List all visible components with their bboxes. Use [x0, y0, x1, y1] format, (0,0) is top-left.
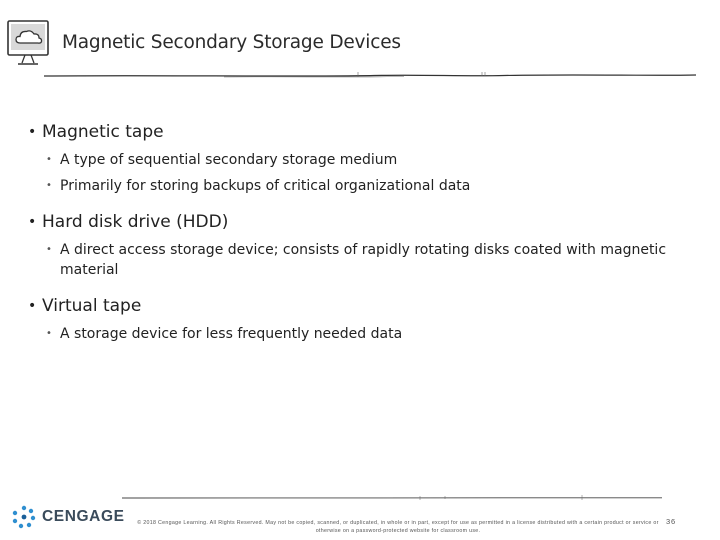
- page-number: 36: [666, 517, 676, 526]
- bullet-text: A direct access storage device; consists of rapidly rotating disks coated with magnetic material: [60, 242, 667, 278]
- bullet-text: Primarily for storing backups of critical organizational data: [60, 178, 471, 194]
- bullet-level1: [28, 294, 698, 318]
- bullet-dot-icon: •: [28, 298, 37, 314]
- bullet-level2: [46, 324, 698, 344]
- bullet-dot-icon: •: [46, 328, 52, 339]
- bullet-dot-icon: •: [28, 124, 37, 140]
- bullet-level2: [46, 176, 698, 196]
- bullet-dot-icon: •: [28, 214, 37, 230]
- slide-title: Magnetic Secondary Storage Devices: [62, 32, 401, 53]
- bullet-level2: [46, 240, 686, 280]
- bullet-dot-icon: •: [46, 180, 52, 191]
- bullet-text: Virtual tape: [42, 296, 142, 316]
- bullet-text: A type of sequential secondary storage medium: [60, 152, 398, 168]
- bullet-level1: [28, 210, 698, 234]
- cengage-logo: [12, 502, 125, 532]
- bullet-dot-icon: •: [46, 154, 52, 165]
- bullet-level2: [46, 150, 698, 170]
- bullet-text: Hard disk drive (HDD): [42, 212, 229, 232]
- copyright-notice: © 2018 Cengage Learning. All Rights Reserved. May not be copied, scanned, or duplicated, in whole or in part, except for use as permitted in a license distributed with a certain product or service or otherwise on a password-protected website for classroom use.: [137, 520, 659, 534]
- bullet-text: Magnetic tape: [42, 122, 164, 142]
- brand-name: CENGAGE: [42, 508, 125, 525]
- cengage-logo-icon: [12, 505, 36, 529]
- slide-body: [28, 120, 698, 344]
- bullet-text: A storage device for less frequently needed data: [60, 326, 403, 342]
- bullet-level1: [28, 120, 698, 144]
- bullet-dot-icon: •: [46, 244, 52, 255]
- title-underline: [44, 64, 696, 82]
- footer-rule: [122, 494, 662, 506]
